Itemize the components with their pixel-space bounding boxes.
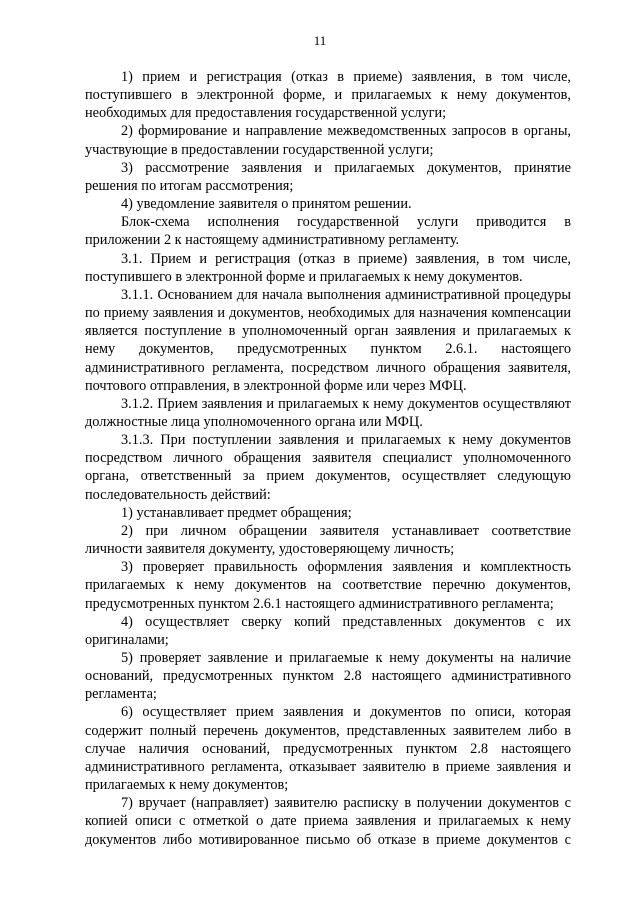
paragraph: 3.1.1. Основанием для начала выполнения административной процедуры по приему заявления и документов, необходимых для назначения компенсации является поступление в уполномоченный орган заявления и прилагаемых к нему документов, предусмотренных пунктом 2.6.1. настоящего административного регламента, посредством личного обращения заявителя, почтового отправления, в электронной форме или через МФЦ. bbox=[85, 286, 571, 394]
paragraph: 3.1.2. Прием заявления и прилагаемых к нему документов осуществляют должностные лица уполномоченного органа или МФЦ. bbox=[85, 395, 571, 430]
page-number: 11 bbox=[313, 33, 327, 48]
paragraph: Блок-схема исполнения государственной услуги приводится в приложении 2 к настоящему административному регламенту. bbox=[85, 214, 571, 249]
list-item: 6) осуществляет прием заявления и документов по описи, которая содержит полный перечень документов, представленных заявителем либо в случае наличия оснований, предусмотренных пунктом 2.8 настоящего административного регламента, отказывает заявителю в приеме заявления и прилагаемых к нему документов; bbox=[85, 704, 571, 794]
list-item: 3) проверяет правильность оформления заявления и комплектность прилагаемых к нему документов на соответствие перечню документов, предусмотренных пунктом 2.6.1 настоящего административного регламента; bbox=[85, 559, 571, 612]
paragraph: 2) формирование и направление межведомственных запросов в органы, участвующие в предоставлении государственной услуги; bbox=[85, 123, 571, 158]
paragraph: 1) прием и регистрация (отказ в приеме) заявления, в том числе, поступившего в электронной форме, и прилагаемых к нему документов, необходимых для предоставления государственной услуги; bbox=[85, 69, 571, 122]
list-item: 1) устанавливает предмет обращения; bbox=[121, 504, 352, 521]
list-item: 5) проверяет заявление и прилагаемые к нему документы на наличие оснований, предусмотренных пунктом 2.8 настоящего административного регламента; bbox=[85, 650, 571, 703]
paragraph: 3.1.3. При поступлении заявления и прилагаемых к нему документов посредством личного обращения заявителя специалист уполномоченного органа, ответственный за прием документов, осуществляет следующую последовательность действий: bbox=[85, 432, 571, 503]
paragraph: 3.1. Прием и регистрация (отказ в приеме) заявления, в том числе, поступившего в электронной форме и прилагаемых к нему документов. bbox=[85, 250, 571, 285]
paragraph: 4) уведомление заявителя о принятом решении. bbox=[121, 196, 412, 213]
list-item: 7) вручает (направляет) заявителю расписку в получении документов с копией описи с отметкой о дате приема заявления и прилагаемых к нему документов либо мотивированное письмо об отказе в приеме документов с bbox=[85, 795, 571, 848]
list-item: 4) осуществляет сверку копий представленных документов с их оригиналами; bbox=[85, 613, 571, 648]
list-item: 2) при личном обращении заявителя устанавливает соответствие личности заявителя документу, удостоверяющему личность; bbox=[85, 522, 571, 558]
paragraph: 3) рассмотрение заявления и прилагаемых документов, принятие решения по итогам рассмотрения; bbox=[85, 159, 571, 194]
document-body bbox=[85, 68, 571, 849]
